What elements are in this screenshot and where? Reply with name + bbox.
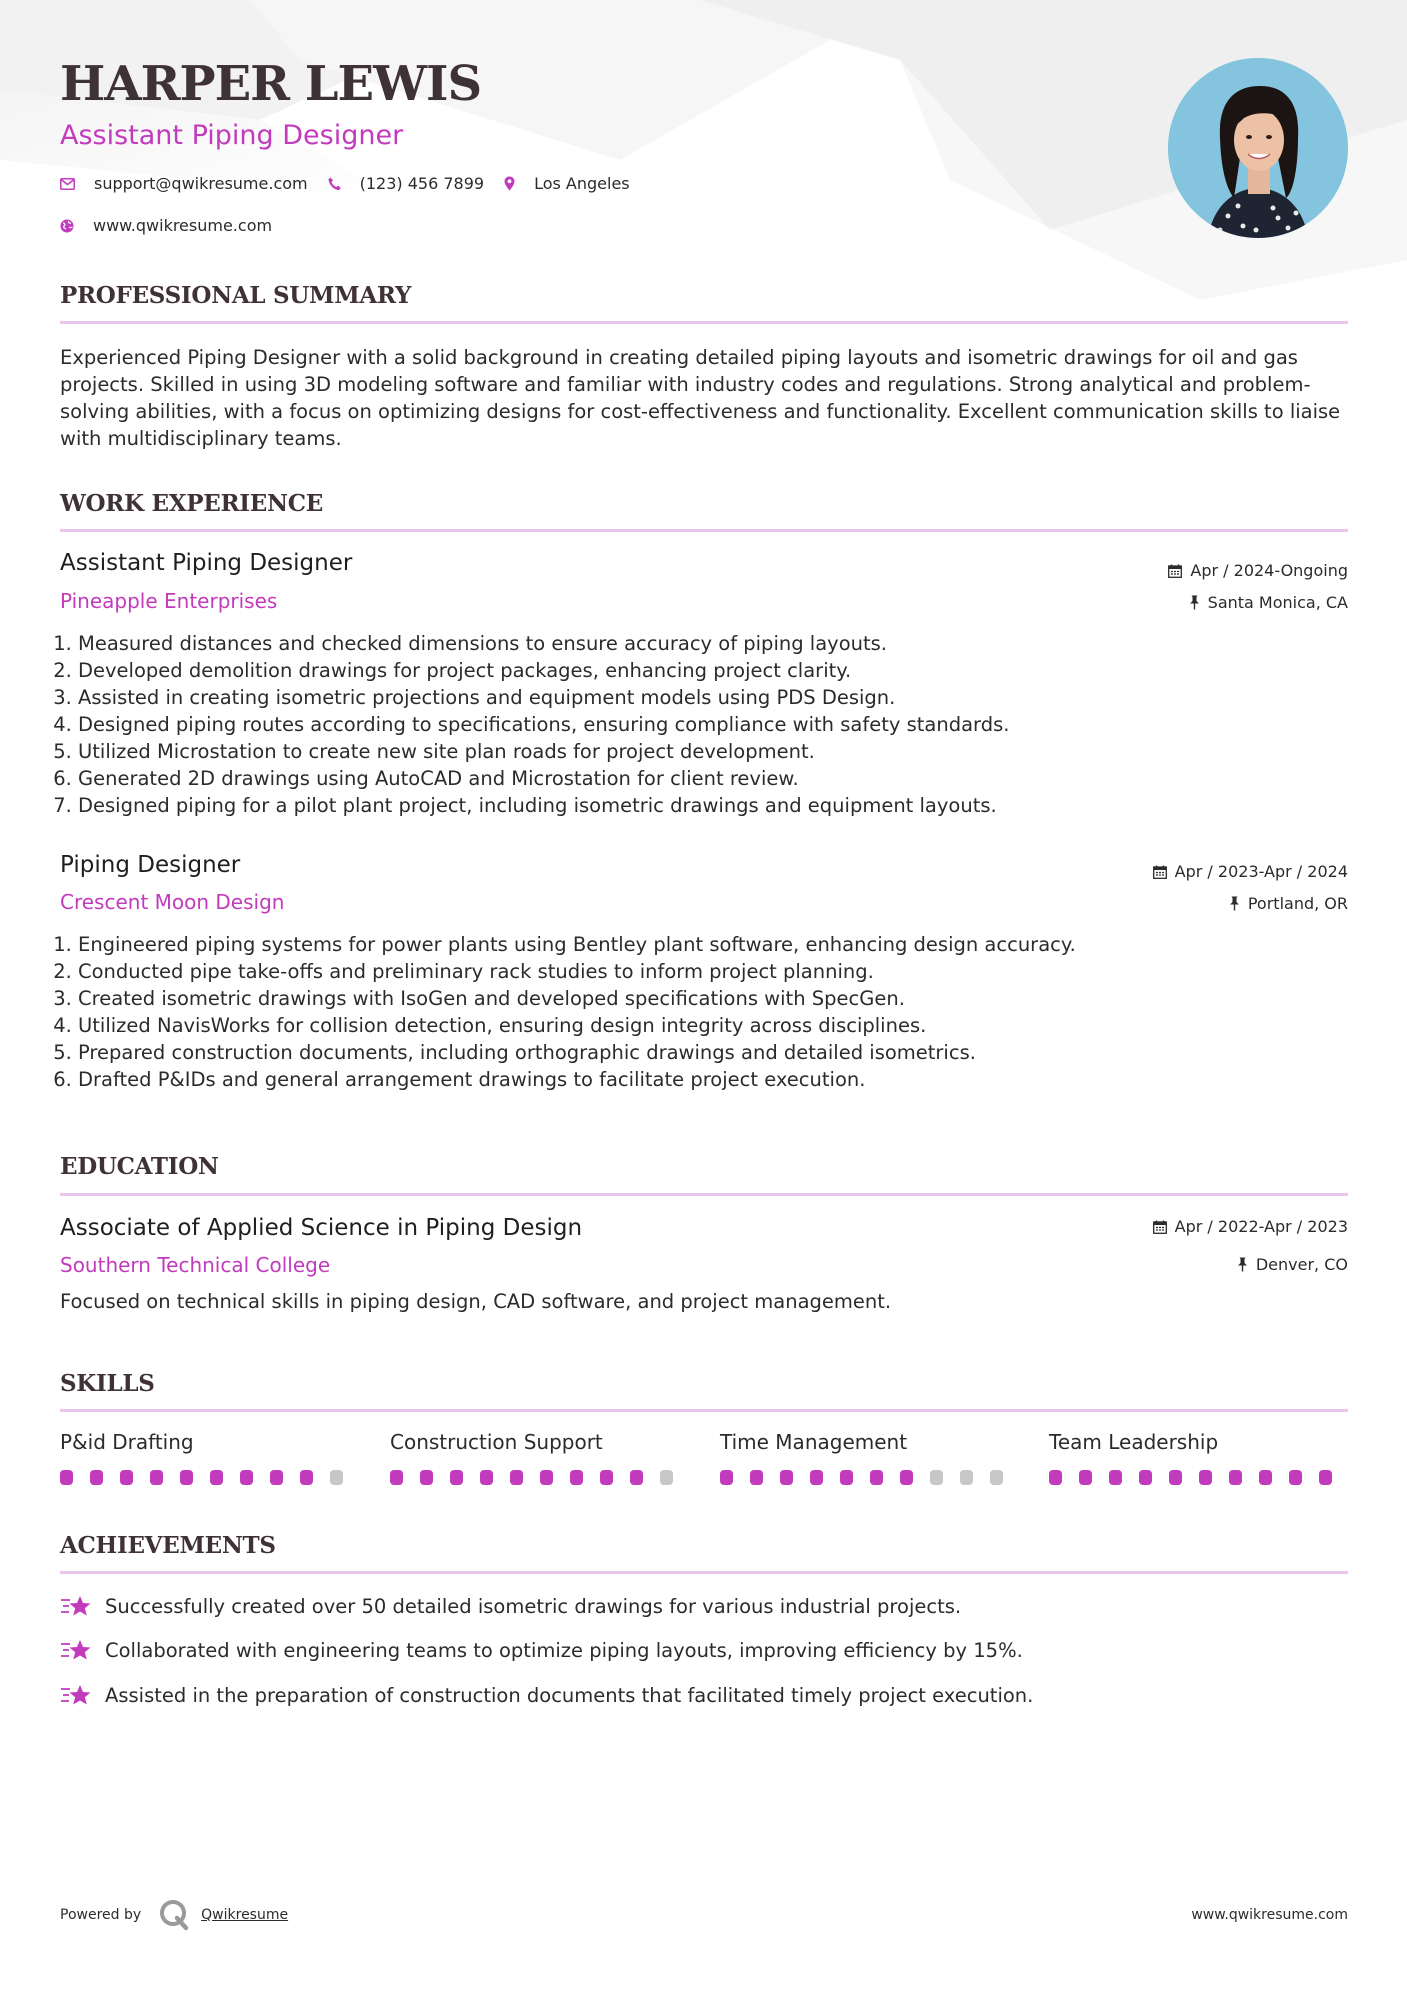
achievement-item (60, 1594, 961, 1618)
profile-photo (1168, 58, 1348, 238)
rating-dot-filled (1289, 1470, 1302, 1485)
job-title: Assistant Piping Designer (60, 550, 353, 576)
list-item: 4. Utilized NavisWorks for collision detection, ensuring design integrity across disciplines. (78, 1012, 1348, 1039)
rating-dot-empty (330, 1470, 343, 1485)
location-text: Los Angeles (534, 174, 630, 193)
summary-heading: PROFESSIONAL SUMMARY (60, 282, 412, 309)
list-item: 5. Utilized Microstation to create new site plan roads for project development. (78, 738, 1348, 765)
footer-website[interactable]: www.qwikresume.com (1191, 1907, 1348, 1923)
list-item: 6. Drafted P&IDs and general arrangement drawings to facilitate project execution. (78, 1066, 1348, 1093)
contact-row (60, 174, 650, 193)
rating-dot-filled (1109, 1470, 1122, 1485)
skill-item (720, 1430, 1020, 1485)
candidate-role: Assistant Piping Designer (60, 120, 404, 151)
job-dates (1153, 862, 1348, 881)
phone-contact[interactable] (328, 174, 484, 193)
list-item: 1. Engineered piping systems for power plants using Bentley plant software, enhancing design accuracy. (78, 931, 1348, 958)
rating-dot-filled (60, 1470, 73, 1485)
section-divider (60, 1409, 1348, 1412)
rating-dot-filled (750, 1470, 763, 1485)
job-bullets (60, 630, 1348, 819)
job-dates-text: Apr / 2024-Ongoing (1190, 561, 1348, 580)
list-item: 3. Assisted in creating isometric projections and equipment models using PDS Design. (78, 684, 1348, 711)
list-item: 4. Designed piping routes according to specifications, ensuring compliance with safety standards. (78, 711, 1348, 738)
phone-icon (328, 177, 341, 191)
calendar-icon (1168, 564, 1182, 578)
skill-item (1049, 1430, 1349, 1485)
pushpin-icon (1229, 896, 1240, 911)
education-location-text: Denver, CO (1255, 1255, 1348, 1274)
location-contact (504, 174, 630, 193)
website-text: www.qwikresume.com (93, 216, 273, 235)
contact-row-website (60, 216, 292, 235)
rating-dot-empty (960, 1470, 973, 1485)
rating-dot-filled (720, 1470, 733, 1485)
map-pin-icon (504, 176, 515, 191)
list-item: 3. Created isometric drawings with IsoGen and developed specifications with SpecGen. (78, 985, 1348, 1012)
job-title: Piping Designer (60, 852, 241, 878)
education-heading: EDUCATION (60, 1153, 219, 1180)
skill-name: Team Leadership (1049, 1430, 1219, 1454)
rating-dot-filled (510, 1470, 523, 1485)
rating-dot-filled (810, 1470, 823, 1485)
skill-name: Construction Support (390, 1430, 603, 1454)
achievement-text: Assisted in the preparation of construction documents that facilitated timely project execution. (105, 1683, 1034, 1707)
list-item: 2. Developed demolition drawings for project packages, enhancing project clarity. (78, 657, 1348, 684)
skills-heading: SKILLS (60, 1370, 155, 1397)
achievements-heading: ACHIEVEMENTS (60, 1532, 276, 1559)
rating-dot-filled (780, 1470, 793, 1485)
rating-dot-filled (1079, 1470, 1092, 1485)
job-location (1229, 894, 1348, 913)
section-divider (60, 1571, 1348, 1574)
education-dates (1153, 1217, 1348, 1236)
section-divider (60, 529, 1348, 532)
rating-dot-empty (990, 1470, 1003, 1485)
avatar-illustration (1168, 58, 1348, 238)
list-item: 5. Prepared construction documents, including orthographic drawings and detailed isometrics. (78, 1039, 1348, 1066)
skill-item (390, 1430, 690, 1485)
candidate-name: HARPER LEWIS (60, 56, 482, 112)
shooting-star-icon (60, 1683, 93, 1707)
calendar-icon (1153, 865, 1167, 879)
pushpin-icon (1189, 595, 1200, 610)
degree-title: Associate of Applied Science in Piping Design (60, 1215, 583, 1241)
job-dates (1168, 561, 1348, 580)
rating-dot-filled (540, 1470, 553, 1485)
rating-dot-filled (570, 1470, 583, 1485)
rating-dot-filled (840, 1470, 853, 1485)
job-location (1189, 593, 1348, 612)
section-divider (60, 321, 1348, 324)
rating-dot-filled (390, 1470, 403, 1485)
list-item: 2. Conducted pipe take-offs and preliminary rack studies to inform project planning. (78, 958, 1348, 985)
rating-dot-filled (480, 1470, 493, 1485)
section-divider (60, 1193, 1348, 1196)
shooting-star-icon (60, 1594, 93, 1618)
email-text: support@qwikresume.com (94, 174, 308, 193)
skill-item (60, 1430, 360, 1485)
skill-rating (390, 1470, 690, 1485)
phone-text: (123) 456 7899 (359, 174, 485, 193)
school-name: Southern Technical College (60, 1253, 331, 1277)
rating-dot-filled (1049, 1470, 1062, 1485)
rating-dot-filled (630, 1470, 643, 1485)
envelope-icon (60, 178, 75, 190)
list-item: 1. Measured distances and checked dimensions to ensure accuracy of piping layouts. (78, 630, 1348, 657)
qwikresume-logo-icon (155, 1898, 195, 1932)
skill-rating (1049, 1470, 1349, 1485)
rating-dot-filled (180, 1470, 193, 1485)
rating-dot-filled (1199, 1470, 1212, 1485)
rating-dot-filled (120, 1470, 133, 1485)
calendar-icon (1153, 1220, 1167, 1234)
pushpin-icon (1237, 1257, 1248, 1272)
rating-dot-filled (1229, 1470, 1242, 1485)
experience-heading: WORK EXPERIENCE (60, 490, 323, 517)
rating-dot-filled (900, 1470, 913, 1485)
education-location (1237, 1255, 1348, 1274)
list-item: 6. Generated 2D drawings using AutoCAD and Microstation for client review. (78, 765, 1348, 792)
summary-text: Experienced Piping Designer with a solid background in creating detailed piping layouts and isometric drawings for oil and gas projects. Skilled in using 3D modeling software and familiar with industry codes and regulations. Strong analytical and problem-solving abilities, with a focus on optimizing designs for cost-effectiveness and functionality. Excellent communication skills to liaise with multidisciplinary teams. (60, 346, 1341, 450)
achievement-text: Collaborated with engineering teams to optimize piping layouts, improving efficiency by 15%. (105, 1638, 1023, 1662)
qwikresume-link[interactable]: Qwikresume (201, 1907, 289, 1923)
job-location-text: Portland, OR (1247, 894, 1348, 913)
achievement-text: Successfully created over 50 detailed isometric drawings for various industrial projects. (105, 1594, 962, 1618)
rating-dot-filled (240, 1470, 253, 1485)
skill-rating (720, 1470, 1020, 1485)
rating-dot-empty (930, 1470, 943, 1485)
powered-by-text: Powered by (60, 1907, 142, 1923)
skill-rating (60, 1470, 360, 1485)
rating-dot-filled (1319, 1470, 1332, 1485)
job-bullets (60, 931, 1348, 1093)
skill-name: P&id Drafting (60, 1430, 194, 1454)
globe-icon (60, 219, 74, 233)
rating-dot-filled (420, 1470, 433, 1485)
rating-dot-filled (1139, 1470, 1152, 1485)
achievement-item (60, 1683, 1033, 1707)
achievement-item (60, 1638, 1023, 1662)
education-dates-text: Apr / 2022-Apr / 2023 (1174, 1217, 1348, 1236)
list-item: 7. Designed piping for a pilot plant project, including isometric drawings and equipment layouts. (78, 792, 1348, 819)
rating-dot-empty (660, 1470, 673, 1485)
footer-powered-by (60, 1898, 288, 1932)
job-dates-text: Apr / 2023-Apr / 2024 (1174, 862, 1348, 881)
rating-dot-filled (1169, 1470, 1182, 1485)
skill-name: Time Management (720, 1430, 908, 1454)
rating-dot-filled (1259, 1470, 1272, 1485)
rating-dot-filled (600, 1470, 613, 1485)
website-contact[interactable] (60, 216, 272, 235)
job-location-text: Santa Monica, CA (1207, 593, 1348, 612)
rating-dot-filled (270, 1470, 283, 1485)
rating-dot-filled (450, 1470, 463, 1485)
company-name: Crescent Moon Design (60, 890, 285, 914)
rating-dot-filled (870, 1470, 883, 1485)
rating-dot-filled (210, 1470, 223, 1485)
education-description: Focused on technical skills in piping design, CAD software, and project management. (60, 1290, 892, 1313)
rating-dot-filled (150, 1470, 163, 1485)
rating-dot-filled (90, 1470, 103, 1485)
company-name: Pineapple Enterprises (60, 589, 278, 613)
email-contact[interactable] (60, 174, 308, 193)
rating-dot-filled (300, 1470, 313, 1485)
shooting-star-icon (60, 1638, 93, 1662)
